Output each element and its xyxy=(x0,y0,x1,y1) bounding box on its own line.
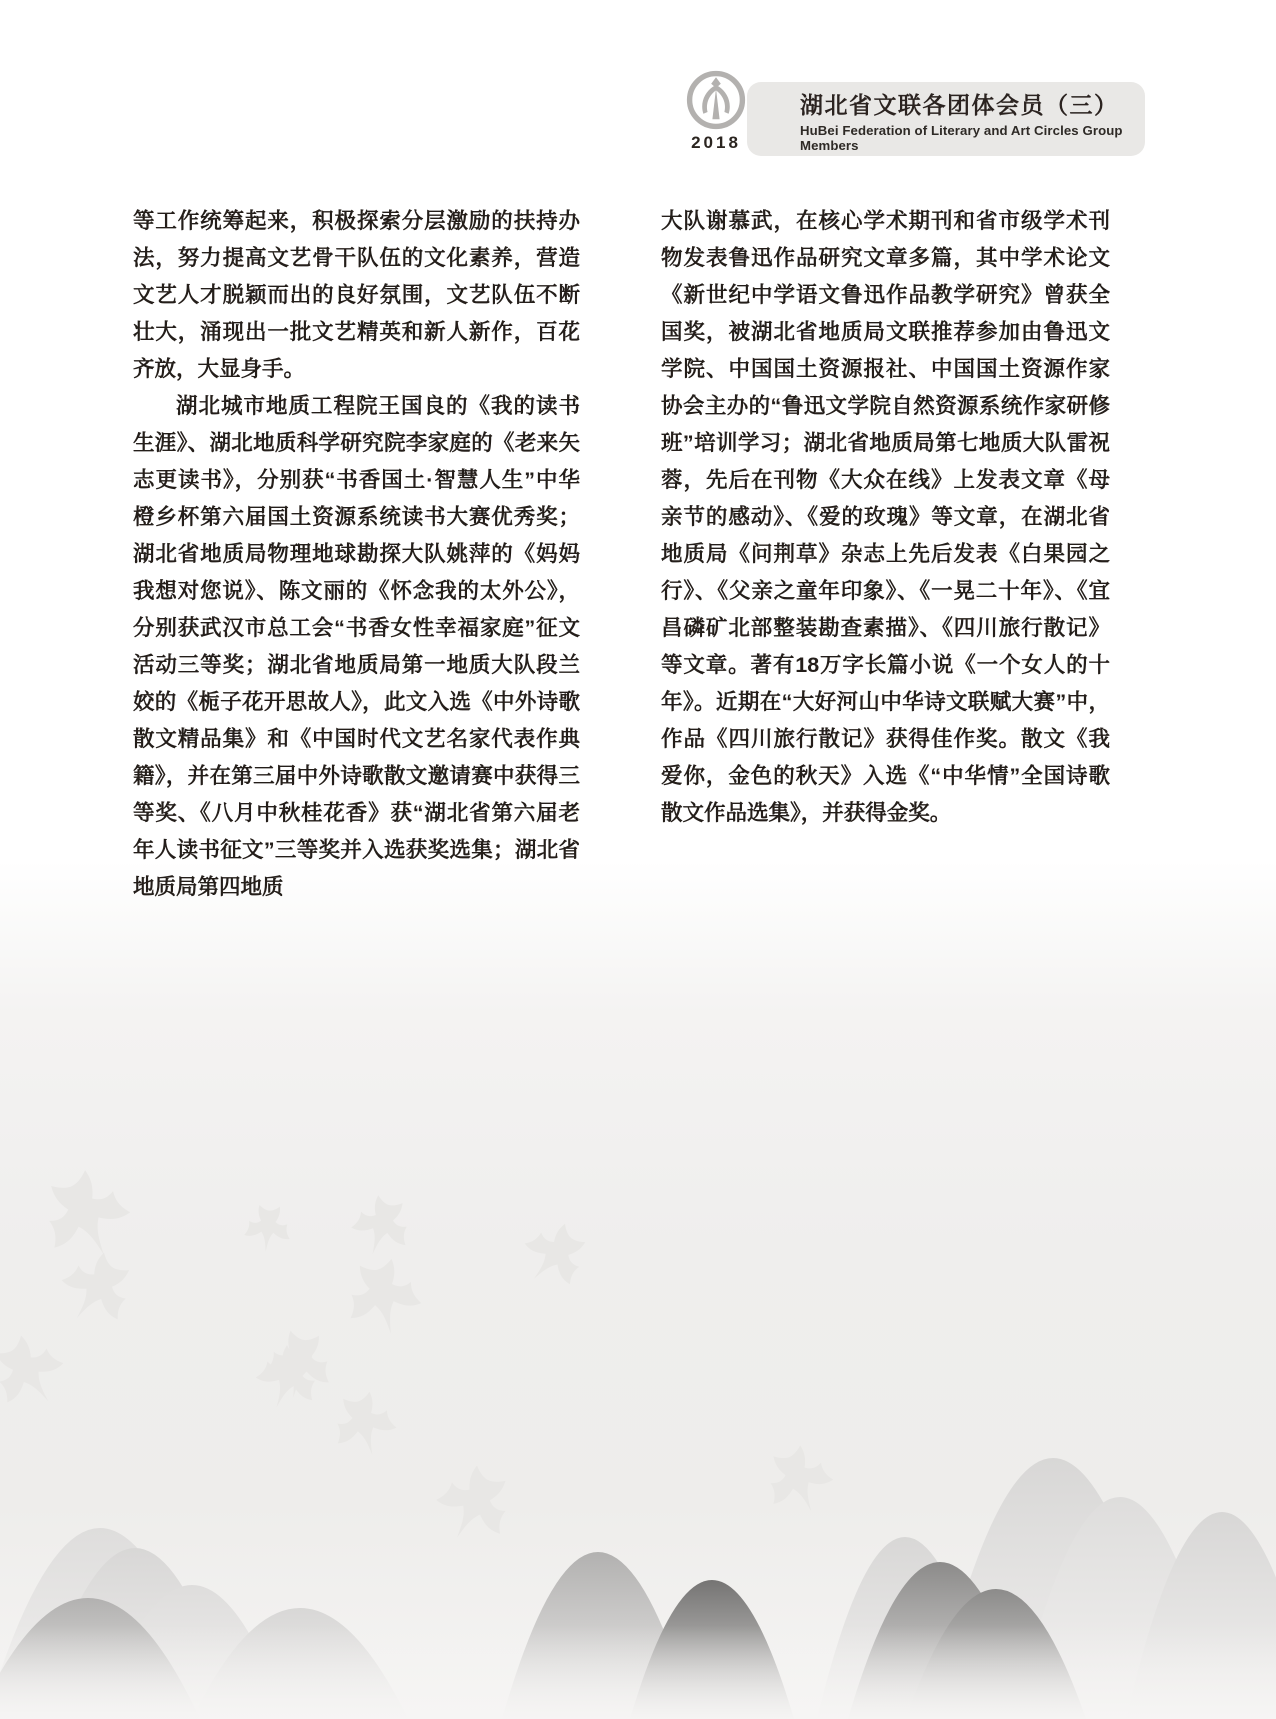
background-gradient xyxy=(0,860,1276,1719)
right-column xyxy=(661,203,1110,832)
logo-year: 2018 xyxy=(691,133,741,152)
header-logo-block xyxy=(683,70,749,162)
federation-logo-icon xyxy=(686,70,746,130)
left-column xyxy=(133,203,580,906)
paragraph: 湖北城市地质工程院王国良的《我的读书生涯》、湖北地质科学研究院李家庭的《老来矢志更读书》，分别获“书香国土·智慧人生”中华橙乡杯第六届国土资源系统读书大赛优秀奖；湖北省地质局物理地球勘探大队姚萍的《妈妈 我想对您说》、陈文丽的《怀念我的太外公》，分别获武汉市总工会“书香女性幸福家庭”征文活动三等奖；湖北省地质局第一地质大队段兰姣的《栀子花开思故人》，此文入选《中外诗歌散文精品集》和《中国时代文艺名家代表作典籍》，并在第三届中外诗歌散文邀请赛中获得三等奖、《八月中秋桂花香》获“湖北省第六届老年人读书征文”三等奖并入选获奖选集；湖北省地质局第四地质 xyxy=(133,394,580,899)
header-title-box xyxy=(747,82,1145,156)
page-subtitle: HuBei Federation of Literary and Art Circles Group Members xyxy=(800,122,1123,153)
paragraph-continuation: 大队谢慕武，在核心学术期刊和省市级学术刊物发表鲁迅作品研究文章多篇，其中学术论文《新世纪中学语文鲁迅作品教学研究》曾获全国奖，被湖北省地质局文联推荐参加由鲁迅文学院、中国国土资源报社、中国国土资源作家协会主办的“鲁迅文学院自然资源系统作家研修班”培训学习；湖北省地质局第七地质大队雷祝蓉，先后在刊物《大众在线》上发表文章《母亲节的感动》、《爱的玫瑰》等文章，在湖北省地质局《问荆草》杂志上先后发表《白果园之行》、《父亲之童年印象》、《一晃二十年》、《宜昌磷矿北部整装勘查素描》、《四川旅行散记》等文章。著有18万字长篇小说《一个女人的十年》。近期在“大好河山中华诗文联赋大赛”中，作品《四川旅行散记》获得佳作奖。散文《我爱你，金色的秋天》入选《“中华情”全国诗歌散文作品选集》，并获得金奖。 xyxy=(661,209,1110,825)
paragraph-continuation: 等工作统筹起来，积极探索分层激励的扶持办法，努力提高文艺骨干队伍的文化素养，营造文艺人才脱颖而出的良好氛围，文艺队伍不断壮大，涌现出一批文艺精英和新人新作，百花齐放，大显身手。 xyxy=(133,209,580,381)
page-title: 湖北省文联各团体会员（三） xyxy=(800,92,1119,118)
